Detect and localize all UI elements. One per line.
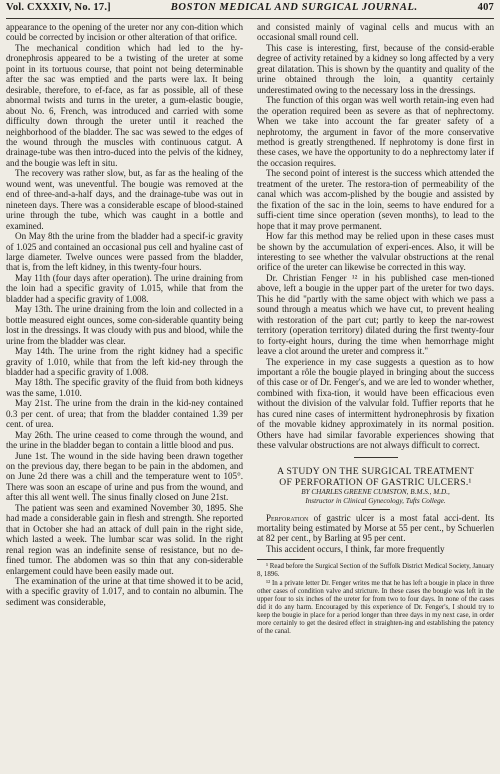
page-number: 407 (477, 2, 494, 13)
paragraph: The function of this organ was well worth retain-ing even had the operation required been as severe as that of nephrectomy. When we take into account the far greater safety of a nephrotomy, the argument in favor of the more conservative method is greatly strengthened. If nephrotomy is done first in these cases, we have the opportunity to do a nephrectomy later if the occasion requires. (257, 95, 494, 168)
paragraph: The second point of interest is the success which attended the treatment of the ureter. The restora-tion of permeability of the canal which was accom-plished by the bougie and assisted by the fixation of the sac in the loin, seems to have endured for a suffi-cient time since operation (seven months), to lead to the hope that it may prove permanent. (257, 168, 494, 231)
paragraph-text: of gastric ulcer is a most fatal acci-dent. Its mortality being estimated by Morse at 55 per cent., by Schuerlen at 82 per cent., by Barling at 95 per cent. (257, 512, 494, 544)
paragraph: May 13th. The urine draining from the loin and collected in a bottle measured eight ounces, some con-siderable quantity being lost in the dressings. It was cloudy with pus and blood, while the urine from the bladder was clear. (6, 304, 243, 346)
paragraph: Dr. Christian Fenger ¹² in his published case men-tioned above, left a bougie in the upper part of the ureter for two days. This he did "partly with the same object with which we pass a sound through a meatus which we have cut, to prevent healing with restoration of the part cut; partly to keep the nar-rowest territory (operation territory) dilated during the first twenty-four to forty-eight hours, during the time when hemorrhage might leave a clot around the ureter and compress it." (257, 272, 494, 357)
volume-number: Vol. CXXXIV, No. 17.] (6, 2, 111, 13)
journal-title: BOSTON MEDICAL AND SURGICAL JOURNAL. (170, 2, 418, 13)
paragraph: May 11th (four days after operation). The urine draining from the loin had a specific gravity of 1.015, while that from the bladder had a specific gravity of 1.008. (6, 272, 243, 304)
paragraph: May 21st. The urine from the drain in the kid-ney contained 0.3 per cent. of urea; that from the bladder contained 1.39 per cent. of urea. (6, 398, 243, 430)
paragraph: The patient was seen and examined November 30, 1895. She had made a considerable gain in flesh and strength. She reported that in October she had an attack of dull pain in the right side, which lasted a week. The lumbar scar was solid. In the right renal region was an indefinite sense of resistance, but no de-fined tumor. The abdomen was so thin that any con-siderable enlargement could have been easily made out. (6, 502, 243, 576)
right-column (257, 22, 494, 772)
footnote: ¹² In a private letter Dr. Fenger writes me that he has left a bougie in place in three other cases of condition valve and stricture. In these cases the bougie was left in the upper four to six inches of the ureter for from two to four days. In none of the cases did it do any harm. Encouraged by this experience of Dr. Fenger's, I should try to keep the bougie in place for a period longer than three days in my next case, in order more certainly to get the desired effect in straighten-ing and establishing the patency of the canal. (257, 579, 494, 636)
footnote-divider (257, 559, 305, 560)
paragraph: May 14th. The urine from the right kidney had a specific gravity of 1.010, while that from the left kid-ney through the bladder had a specific gravity of 1.008. (6, 346, 243, 377)
article-title-line: A STUDY ON THE SURGICAL TREATMENT (277, 465, 474, 477)
paragraph: May 26th. The urine ceased to come through the wound, and the urine in the bladder began to contain a little blood and pus. (6, 429, 243, 451)
paragraph: The examination of the urine at that time showed it to be acid, with a specific gravity of 1.017, and to contain no albumin. The sediment was considerable, (6, 576, 243, 607)
paragraph: How far this method may be relied upon in these cases must be shown by the accumulation of experi-ences. Also, it will be interesting to see whether the valvular obstructions at the renal orifice of the ureter can likewise be corrected in this way. (257, 231, 494, 273)
section-divider (354, 457, 398, 458)
article-title-line: OF PERFORATION OF GASTRIC ULCERS.¹ (279, 476, 472, 488)
paragraph: The experience in my case suggests a question as to how important a rôle the bougie played in bringing about the success of this case or of Dr. Fenger's, and we are led to wonder whether, combined with fixa-tion, it would have been efficacious even without the division of the valvular fold. Tuffier reports that he has cured nine cases of intermittent hydronephrosis by fixation of the movable kidney approximately in its normal position. Others have had similar favorable experiences showing that these valvular obstructions are not always difficult to correct. (257, 356, 494, 451)
footnote: ¹ Read before the Surgical Section of the Suffolk District Medical Society, January 8, 1896. (257, 563, 494, 579)
lead-word: Perforation (266, 512, 309, 523)
title-divider (362, 509, 390, 510)
paragraph: May 18th. The specific gravity of the fluid from both kidneys was the same, 1.010. (6, 377, 243, 398)
article-byline (257, 488, 494, 506)
left-column (6, 22, 243, 772)
running-header (6, 2, 494, 19)
paragraph (257, 513, 494, 544)
author-affiliation: Instructor in Clinical Gynecology, Tufts College. (305, 496, 446, 505)
author-name: BY CHARLES GREENE CUMSTON, B.M.S., M.D., (301, 487, 450, 496)
paragraph: This case is interesting, first, because of the consid-erable degree of activity retained by a kidney so long affected by a very great dilatation. This is shown by the quantity and quality of the urine obtained through the loin, a quantity certainly underestimated owing to the necessary loss in the dressings. (257, 42, 494, 95)
paragraph: June 1st. The wound in the side having been drawn together on the previous day, there began to be pain in the abdomen, and on June 2d there was a chill and the temperature went to 105°. There was soon an escape of urine and pus from the wound, and after this all went well. The sinus finally closed on June 21st. (6, 450, 243, 503)
paragraph: appearance to the opening of the ureter nor any con-dition which could be corrected by incision or other alteration of that orifice. (6, 22, 243, 43)
paragraph: This accident occurs, I think, far more frequently (266, 543, 445, 554)
paragraph: On May 8th the urine from the bladder had a specif-ic gravity of 1.025 and contained an occasional pus cell and hyaline cast of large diameter. Twelve ounces were passed from the bladder, that is, from the left kidney, in this twenty-four hours. (6, 231, 243, 273)
paragraph: and consisted mainly of vaginal cells and mucus with an occasional small round cell. (257, 22, 494, 43)
article-title (257, 466, 494, 488)
paragraph: The mechanical condition which had led to the hy-dronephrosis appeared to be a twisting of the ureter at some point in its tortuous course, that point not being determinable after the sac was emptied and the parts were lax. It being desirable, therefore, to ef-face, as far as possible, all of these abnormal twists and turns in the ureter, a gum-elastic bougie, about No. 6, French, was introduced and carried with some difficulty down through the ureter until it reached the neighborhood of the bladder. The sac was sewed to the edges of the wound through the muscles with continuous catgut. A drainage-tube was then intro-duced into the pelvis of the kidney, and the bougie was left in situ. (6, 42, 243, 168)
paragraph: The recovery was rather slow, but, as far as the healing of the wound went, was uneventful. The bougie was removed at the end of three-and-a-half days, and the drainage-tube was out in nineteen days. There was a considerable escape of blood-stained urine through the tube, which was caught in a bottle and examined. (6, 168, 243, 231)
